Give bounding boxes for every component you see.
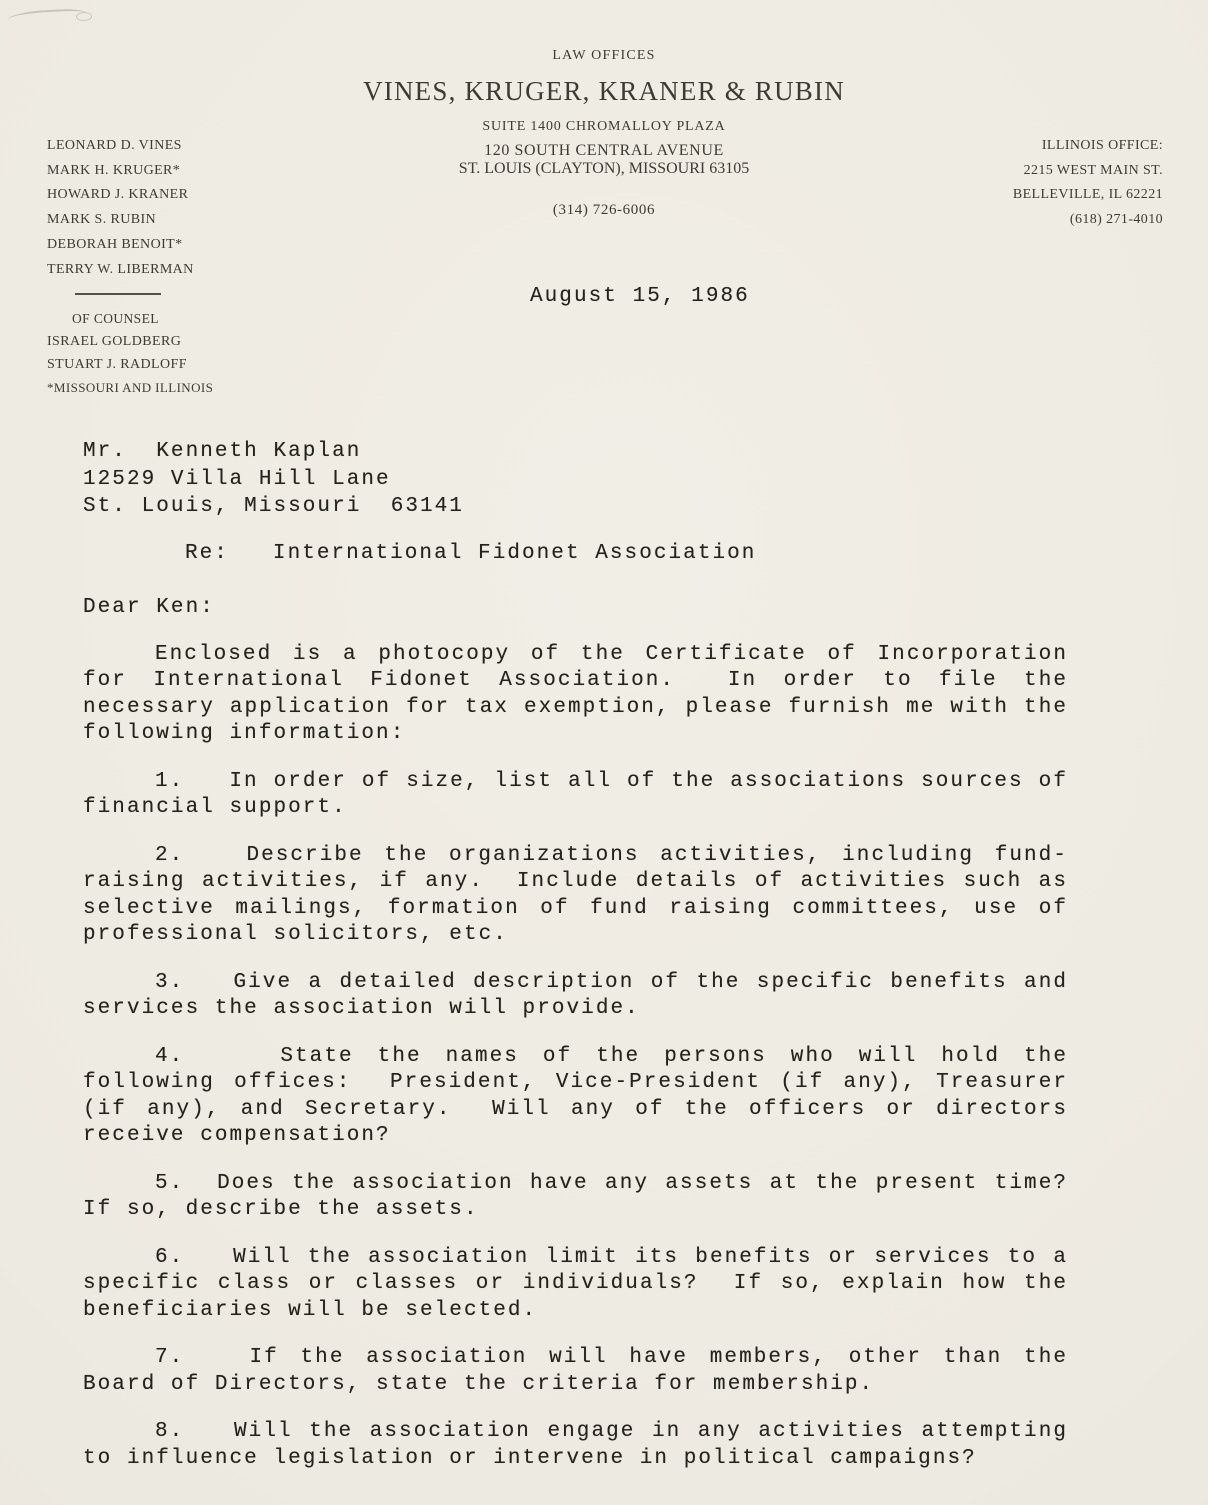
- attorney-name: TERRY W. LIBERMAN: [47, 261, 194, 277]
- firm-address-line: 120 SOUTH CENTRAL AVENUE: [484, 142, 724, 159]
- attorney-name: LEONARD D. VINES: [47, 138, 182, 153]
- of-counsel-label: OF COUNSEL: [72, 311, 159, 327]
- illinois-office-line: BELLEVILLE, IL 62221: [1012, 187, 1163, 202]
- letterhead-right: [1013, 134, 1163, 232]
- law-offices-label: LAW OFFICES: [552, 48, 656, 63]
- numbered-item-list: [83, 769, 1068, 1473]
- of-counsel-name: STUART J. RADLOFF: [47, 357, 187, 373]
- firm-name: VINES, KRUGER, KRANER & RUBIN: [363, 76, 845, 106]
- bar-admission-footnote: *MISSOURI AND ILLINOIS: [47, 380, 214, 396]
- recipient-address-line: Mr. Kenneth Kaplan: [83, 440, 362, 463]
- recipient-address: [83, 438, 1068, 521]
- recipient-address-line: 12529 Villa Hill Lane: [83, 467, 391, 491]
- pencil-smudge: [8, 8, 87, 26]
- numbered-item: 1. In order of size, list all of the associations sources of financial support.: [83, 769, 1068, 820]
- numbered-item: 2. Describe the organizations activities, including fund-raising activities, if any. Include details of activities such as selective mailings, formation of fund raising committees, use of professional solicitors, etc.: [83, 843, 1068, 947]
- numbered-item: 3. Give a detailed description of the specific benefits and services the association will provide.: [83, 970, 1068, 1021]
- letter-date: August 15, 1986: [530, 285, 750, 308]
- salutation: Dear Ken:: [83, 595, 215, 619]
- numbered-item: 5. Does the association have any assets at the present time? If so, describe the assets.: [83, 1171, 1068, 1222]
- illinois-office-label: ILLINOIS OFFICE:: [1041, 138, 1163, 153]
- attorney-name: DEBORAH BENOIT*: [47, 236, 183, 252]
- of-counsel-list: [47, 330, 213, 376]
- of-counsel-name: ISRAEL GOLDBERG: [47, 334, 182, 350]
- letterhead-divider: [75, 293, 161, 295]
- intro-paragraph: Enclosed is a photocopy of the Certificate of Incorporation for International Fidonet Association. In order to file the necessary application for tax exemption, please furnish me with the following information:: [83, 642, 1068, 746]
- attorney-name: MARK H. KRUGER*: [47, 162, 181, 178]
- numbered-item: 6. Will the association limit its benefits or services to a specific class or classes or individuals? If so, explain how the beneficiaries will be selected.: [83, 1245, 1068, 1322]
- letterhead-left: [47, 134, 213, 399]
- attorney-name: MARK S. RUBIN: [47, 212, 157, 228]
- re-line: Re: International Fidonet Association: [185, 541, 757, 565]
- firm-phone: (314) 726-6006: [552, 202, 656, 218]
- numbered-item: 4. State the names of the persons who will hold the following offices: President, Vice-President (if any), Treasurer (if any), and Secretary. Will any of the officers or directors receive compensation?: [83, 1044, 1068, 1148]
- illinois-office-line: (618) 271-4010: [1069, 211, 1163, 227]
- numbered-item: 8. Will the association engage in any activities attempting to influence legislation or intervene in political campaigns?: [83, 1420, 1068, 1470]
- firm-address-line: ST. LOUIS (CLAYTON), MISSOURI 63105: [458, 160, 750, 177]
- attorney-name: HOWARD J. KRANER: [47, 187, 189, 203]
- firm-address-line: SUITE 1400 CHROMALLOY PLAZA: [482, 119, 726, 134]
- attorney-list: [47, 134, 213, 282]
- illinois-office-address: [1013, 159, 1163, 233]
- illinois-office-line: 2215 WEST MAIN ST.: [1023, 162, 1163, 178]
- letter-body: [83, 438, 1068, 1472]
- numbered-item: 7. If the association will have members, other than the Board of Directors, state the criteria for membership.: [83, 1346, 1068, 1396]
- recipient-address-line: St. Louis, Missouri 63141: [83, 495, 464, 519]
